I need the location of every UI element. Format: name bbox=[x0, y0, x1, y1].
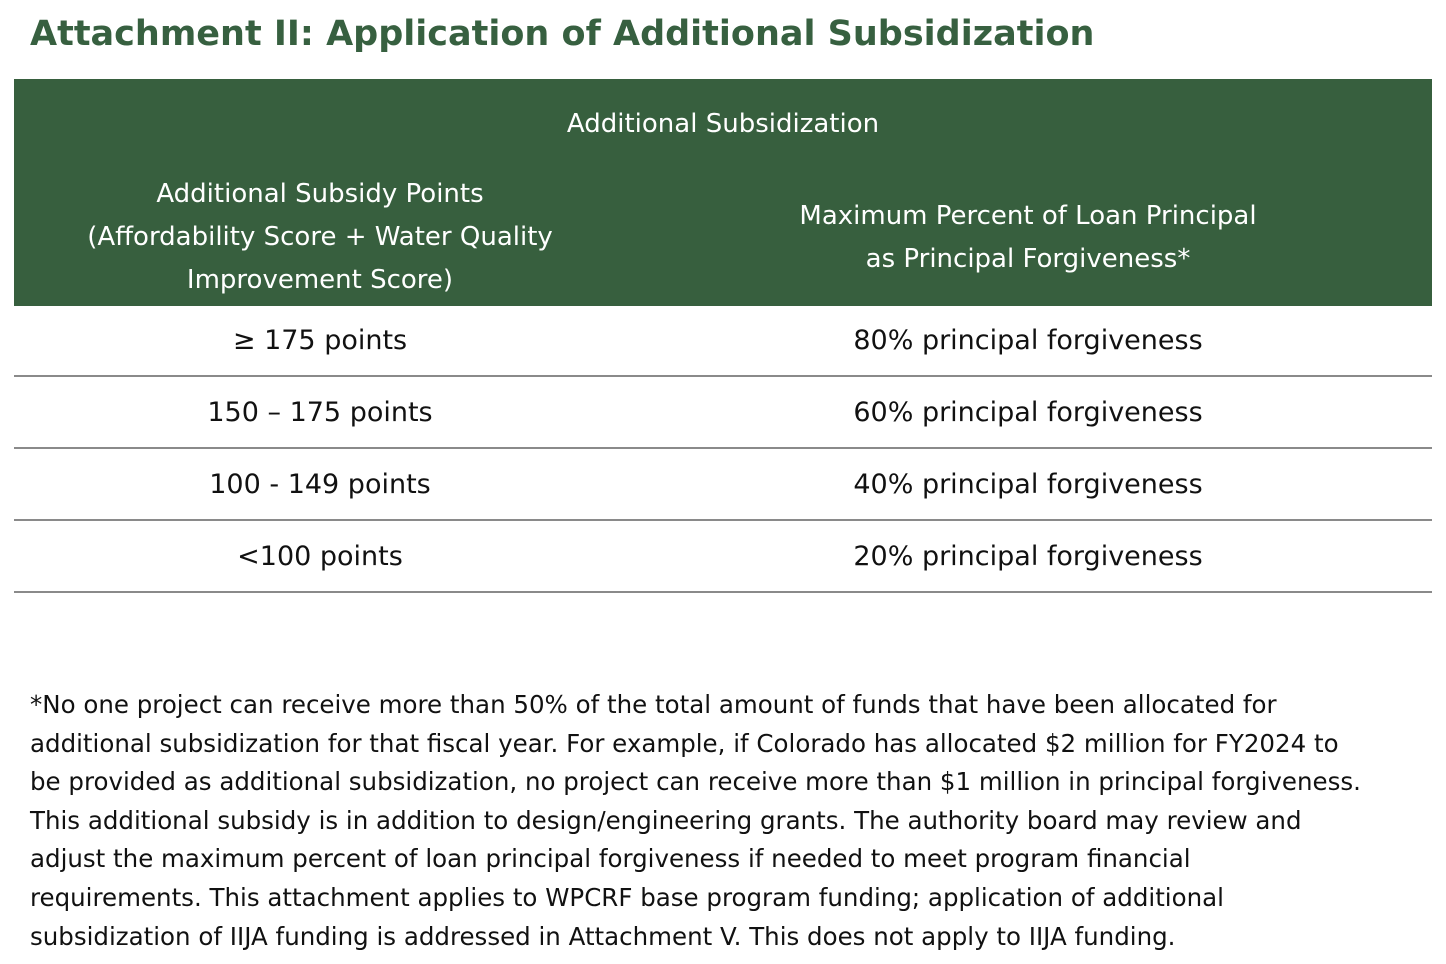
points-cell: <100 points bbox=[237, 540, 403, 572]
footnote: *No one project can receive more than 50% of the total amount of funds that have been allocated for additional subsidization for that fiscal year. For example, if Colorado has allocated $2 million for FY2024 to be provided as additional subsidization, no project can receive more than $1 million in principal forgiveness. This additional subsidy is in addition to design/engineering grants. The authority board may review and adjust the maximum percent of loan principal forgiveness if needed to meet program financial requirements. This attachment applies to WPCRF base program funding; application of additional subsidization of IIJA funding is addressed in Attachment V. This does not apply to IIJA funding. bbox=[30, 690, 1361, 951]
forgiveness-cell: 40% principal forgiveness bbox=[853, 468, 1203, 500]
table-header bbox=[14, 79, 1432, 306]
page-title: Attachment II: Application of Additional Subsidization bbox=[30, 14, 1095, 54]
points-cell: 100 - 149 points bbox=[209, 468, 431, 500]
table-caption: Additional Subsidization bbox=[566, 109, 880, 139]
forgiveness-cell: 80% principal forgiveness bbox=[853, 325, 1203, 356]
subsidization-table bbox=[14, 79, 1432, 593]
column-header-forgiveness: Maximum Percent of Loan Principal as Principal Forgiveness* bbox=[799, 201, 1257, 274]
points-cell: 150 – 175 points bbox=[207, 396, 433, 428]
table-body bbox=[14, 306, 1432, 593]
points-cell: ≥ 175 points bbox=[232, 325, 408, 356]
table-row bbox=[14, 449, 1432, 521]
forgiveness-cell: 20% principal forgiveness bbox=[853, 540, 1203, 572]
table-row bbox=[14, 306, 1432, 377]
table-row bbox=[14, 521, 1432, 593]
table-row bbox=[14, 377, 1432, 449]
column-header-points: Additional Subsidy Points (Affordability Score + Water Quality Improvement Score) bbox=[87, 179, 553, 295]
forgiveness-cell: 60% principal forgiveness bbox=[853, 396, 1203, 428]
